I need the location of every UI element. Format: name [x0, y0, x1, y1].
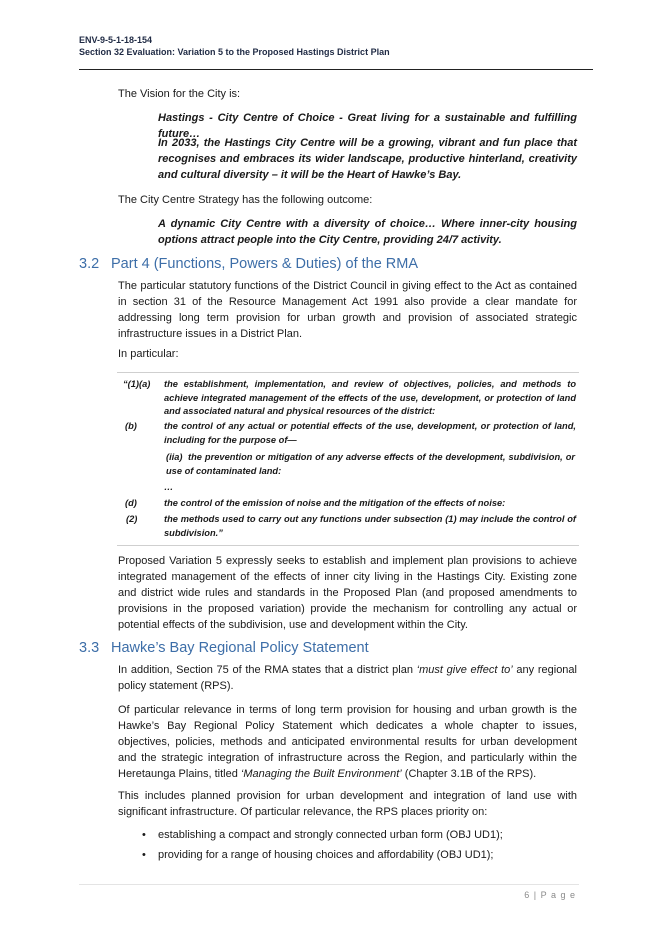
strategy-lead: The City Centre Strategy has the following outcome: — [118, 194, 373, 206]
section-3-2-paragraph-2: Proposed Variation 5 expressly seeks to establish and implement plan provisions to achieve integrated management of the effects of inner city living in the Hastings City. Existing zone and district wide rules and standards in the Proposed Plan (and proposed amendments to provisions in the proposed variation) provide the mechanism for controlling any actual or potential effects of the subdivision, use and development within the City. — [118, 555, 577, 631]
quote-text: the establishment, implementation, and review of objectives, policies, and methods to achieve integrated management of the effects of the use, development, or protection of land and associated natural and physical resources of the district: — [164, 379, 576, 416]
section-number: 3.2 — [79, 256, 100, 272]
list-item-text: providing for a range of housing choices and affordability (OBJ UD1); — [158, 849, 494, 861]
document-title: Section 32 Evaluation: Variation 5 to the Proposed Hastings District Plan — [79, 47, 390, 57]
section-3-3-paragraph-3: This includes planned provision for urban development and integration of land use with significant infrastructure. Of particular relevance, the RPS places priority on: — [118, 790, 577, 818]
in-particular-lead: In particular: — [118, 348, 179, 360]
header-divider — [79, 69, 593, 70]
quote-label: “(1)(a) — [123, 379, 151, 389]
vision-quote-1: Hastings - City Centre of Choice - Great living for a sustainable and fulfilling future… — [158, 112, 577, 140]
quote-text: the methods used to carry out any functions under subsection (1) may include the control of subdivision.” — [164, 514, 576, 538]
section-3-3-paragraph-2: Of particular relevance in terms of long term provision for housing and urban growth is the Hawke’s Bay Regional Policy Statement which dedicates a whole chapter to issues, objectives, policies, methods and anticipated environmental results for urban development and the strategic integration of infrastructure across the Region, and particularly within the Heretaunga Plains, titled ‘Managing the Built Environment’ (Chapter 3.1B of the RPS). — [118, 704, 577, 780]
quote-label: (b) — [125, 421, 137, 431]
page-number: 6 — [524, 890, 531, 900]
list-item-text: establishing a compact and strongly connected urban form (OBJ UD1); — [158, 829, 503, 841]
vision-lead: The Vision for the City is: — [118, 88, 241, 100]
section-heading-3-2 — [79, 256, 418, 272]
quote-label: (iia) — [166, 452, 183, 462]
section-title: Hawke’s Bay Regional Policy Statement — [111, 640, 369, 656]
quote-text: the control of any actual or potential effects of the use, development, or protection of land, including for the purpose of— — [164, 421, 576, 445]
section-3-2-paragraph-1: The particular statutory functions of the District Council in giving effect to the Act as contained in section 31 of the Resource Management Act 1991 also provide a clear mandate for addressing long term provision for urban growth and provision of associated strategic infrastructure issues in a District Plan. — [118, 280, 577, 340]
strategy-quote: A dynamic City Centre with a diversity of choice… Where inner-city housing options attract people into the City Centre, providing 24/7 activity. — [158, 218, 577, 246]
bullet-icon: • — [142, 829, 146, 841]
section-heading-3-3 — [79, 640, 369, 656]
quote-ellipsis: … — [164, 482, 174, 492]
section-number: 3.3 — [79, 640, 100, 656]
bullet-icon: • — [142, 849, 146, 861]
vision-quote-2: In 2033, the Hastings City Centre will be a growing, vibrant and fun place that recognises and embraces its wider landscape, productive hinterland, creativity and cultural diversity – it will be the Heart of Hawke’s Bay. — [158, 137, 577, 181]
footer-divider — [79, 884, 579, 885]
legislation-quote-box — [117, 372, 579, 546]
page-footer — [476, 890, 576, 900]
quote-text: the control of the emission of noise and the mitigation of the effects of noise: — [164, 498, 506, 508]
section-title: Part 4 (Functions, Powers & Duties) of the RMA — [111, 256, 419, 272]
quote-label: (2) — [126, 514, 138, 524]
running-header — [79, 34, 579, 58]
document-id: ENV-9-5-1-18-154 — [79, 35, 153, 45]
page-label: | P a g e — [533, 890, 576, 900]
quote-label: (d) — [125, 498, 137, 508]
quote-text: the prevention or mitigation of any adverse effects of the development, subdivision, or use of contaminated land: — [166, 452, 575, 476]
section-3-3-paragraph-1: In addition, Section 75 of the RMA states that a district plan ‘must give effect to’ any regional policy statement (RPS). — [118, 664, 577, 692]
